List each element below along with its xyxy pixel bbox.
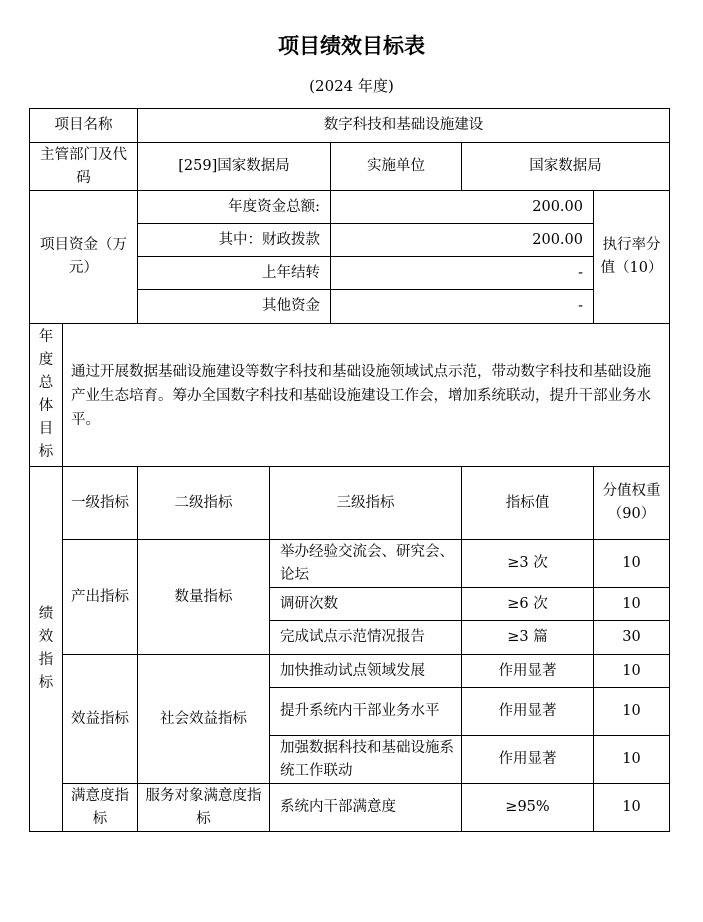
indicator-value: 作用显著 (462, 688, 594, 736)
table-row (30, 191, 670, 224)
output-label: 产出指标 (63, 540, 138, 655)
indicator-name: 举办经验交流会、研究会、论坛 (270, 540, 462, 588)
goal-label-text: 年度总体目标 (38, 329, 54, 460)
indicator-value: ≥3 篇 (462, 621, 594, 655)
funds-carryover-value: - (331, 257, 594, 290)
page-subtitle: (2024 年度) (309, 77, 394, 95)
indicator-score: 10 (594, 736, 670, 784)
indicator-name: 系统内干部满意度 (270, 784, 462, 832)
table-row (30, 324, 670, 467)
table-row (30, 655, 670, 688)
project-name-label: 项目名称 (30, 109, 138, 143)
indicator-name: 完成试点示范情况报告 (270, 621, 462, 655)
unit-value: 国家数据局 (462, 143, 670, 191)
indicator-score: 10 (594, 540, 670, 588)
satisfaction-label: 满意度指标 (63, 784, 138, 832)
unit-label: 实施单位 (331, 143, 462, 191)
goal-label (30, 324, 63, 467)
indicator-name: 加快推动试点领域发展 (270, 655, 462, 688)
indicator-score: 10 (594, 688, 670, 736)
table-row (30, 467, 670, 540)
table-row (30, 143, 670, 191)
indicator-score: 10 (594, 655, 670, 688)
service-label: 服务对象满意度指标 (138, 784, 270, 832)
indicators-label (30, 467, 63, 832)
header-value: 指标值 (462, 467, 594, 540)
indicator-value: ≥95% (462, 784, 594, 832)
performance-table (29, 108, 670, 832)
benefit-label: 效益指标 (63, 655, 138, 784)
indicator-score: 10 (594, 588, 670, 621)
header-level2: 二级指标 (138, 467, 270, 540)
indicator-value: ≥6 次 (462, 588, 594, 621)
social-label: 社会效益指标 (138, 655, 270, 784)
funds-fiscal-value: 200.00 (331, 224, 594, 257)
funds-carryover-label: 上年结转 (138, 257, 331, 290)
indicator-value: 作用显著 (462, 655, 594, 688)
funds-total-value: 200.00 (331, 191, 594, 224)
execution-rate-label: 执行率分值（10） (594, 191, 670, 324)
header-level3: 三级指标 (270, 467, 462, 540)
indicator-value: ≥3 次 (462, 540, 594, 588)
indicator-name: 提升系统内干部业务水平 (270, 688, 462, 736)
funds-total-label: 年度资金总额: (138, 191, 331, 224)
funds-other-value: - (331, 290, 594, 324)
funds-fiscal-label: 其中：财政拨款 (138, 224, 331, 257)
indicator-name: 调研次数 (270, 588, 462, 621)
table-row (30, 540, 670, 588)
goal-text: 通过开展数据基础设施建设等数字科技和基础设施领域试点示范，带动数字科技和基础设施产业生态培育。筹办全国数字科技和基础设施建设工作会，增加系统联动，提升干部业务水平。 (63, 324, 670, 467)
project-name-value: 数字科技和基础设施建设 (138, 109, 670, 143)
header-level1: 一级指标 (63, 467, 138, 540)
funds-other-label: 其他资金 (138, 290, 331, 324)
indicator-value: 作用显著 (462, 736, 594, 784)
indicator-score: 30 (594, 621, 670, 655)
header-weight: 分值权重（90） (594, 467, 670, 540)
indicator-name: 加强数据科技和基础设施系统工作联动 (270, 736, 462, 784)
table-row (30, 784, 670, 832)
page-title: 项目绩效目标表 (278, 34, 425, 58)
dept-value: [259]国家数据局 (138, 143, 331, 191)
dept-label: 主管部门及代码 (30, 143, 138, 191)
table-row (30, 109, 670, 143)
quantity-label: 数量指标 (138, 540, 270, 655)
funds-label: 项目资金（万元） (30, 191, 138, 324)
indicator-score: 10 (594, 784, 670, 832)
indicators-label-text: 绩效指标 (38, 606, 54, 691)
